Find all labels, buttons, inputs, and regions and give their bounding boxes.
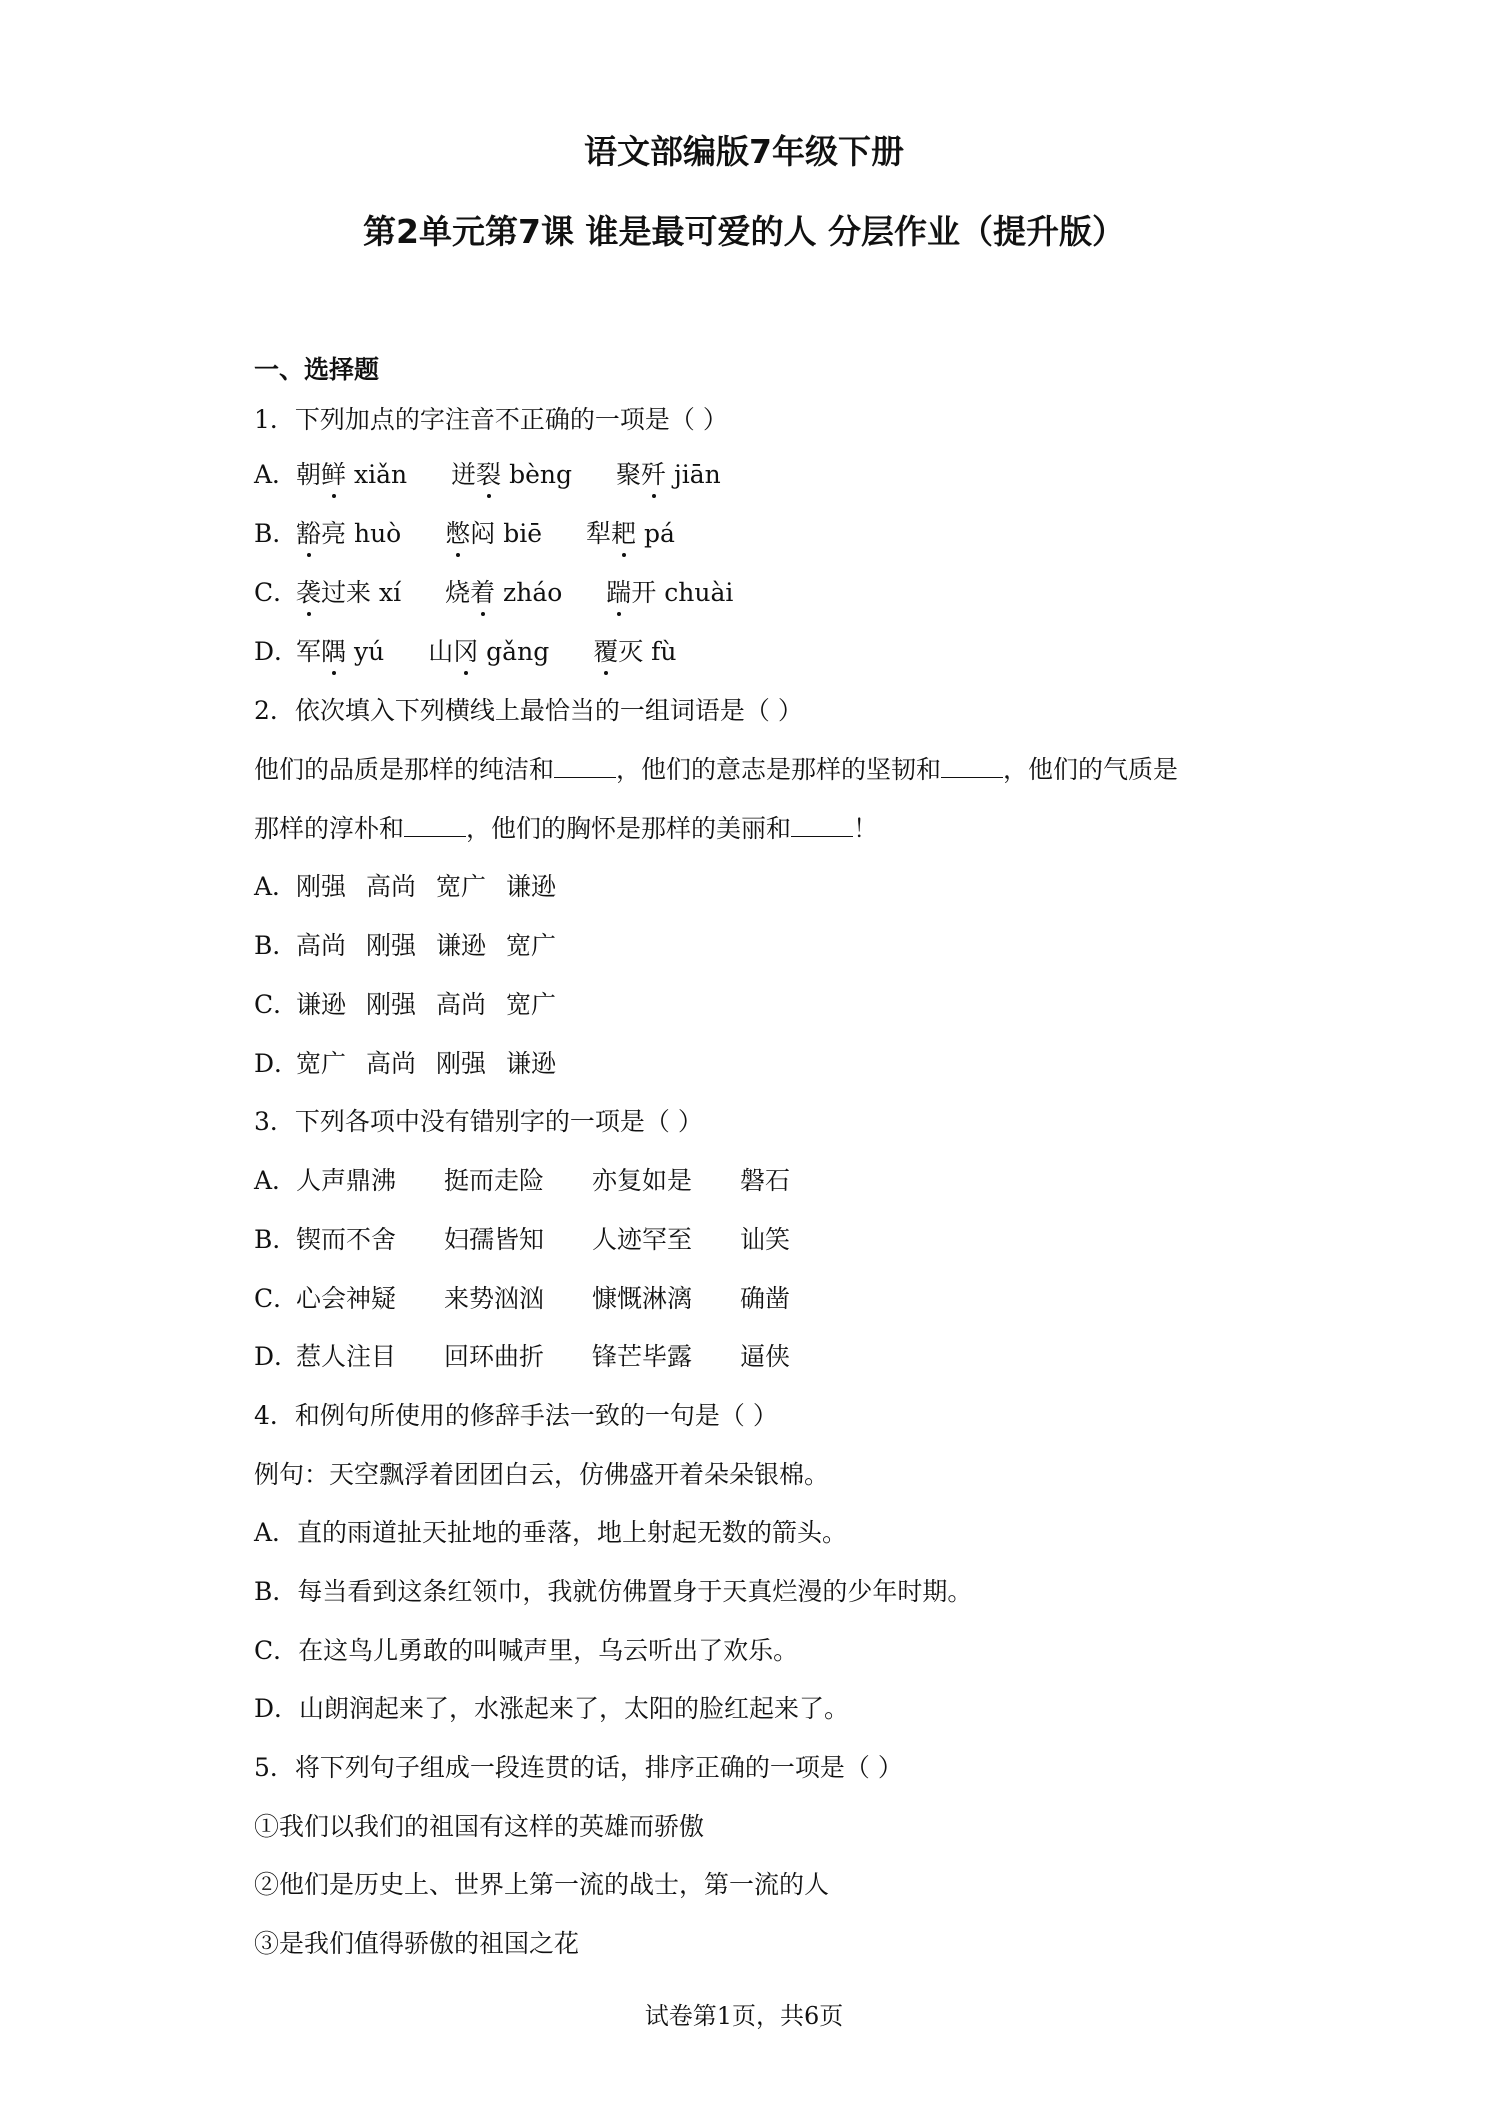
option-word: 谦逊 [506,872,557,901]
option-word: 惹人注目 [296,1342,397,1371]
option-label: A． [254,460,298,489]
section-heading: 一、选择题 [254,355,380,384]
option-word: 高尚 [366,872,417,901]
pinyin-item: 袭过来 xí [296,578,402,607]
pinyin-text: xí [371,578,402,607]
emphasis-dot-char: 憋 [445,519,471,548]
pinyin-text: yú [346,637,385,666]
option-label: D． [254,1049,300,1078]
option-word: 宽广 [436,872,487,901]
option-label: C． [254,1284,299,1313]
option-word: 谦逊 [506,1049,557,1078]
pinyin-text: biē [495,519,543,548]
question-5-sentence-3: ③是我们值得骄傲的祖国之花 [254,1929,580,1958]
pinyin-text: zháo [495,578,563,607]
emphasis-dot-char: 踹 [606,578,632,607]
emphasis-dot-char: 鲜 [321,460,347,489]
option-word: 宽广 [506,931,557,960]
question-3-option-d [254,1339,790,1375]
pinyin-text: pá [636,519,675,548]
question-4-option-a: A．直的雨道扯天扯地的垂落，地上射起无数的箭头。 [254,1518,848,1547]
question-2-option-d [254,1046,556,1082]
emphasis-dot-char: 歼 [641,460,667,489]
option-word: 刚强 [366,931,417,960]
option-word: 锋芒毕露 [592,1342,693,1371]
answer-blank [941,753,1003,778]
emphasis-dot-char: 豁 [296,519,322,548]
option-word: 高尚 [296,931,347,960]
pinyin-text: gǎng [478,637,550,666]
pinyin-item: 憋闷 biē [445,519,543,548]
option-word: 来势汹汹 [444,1284,545,1313]
question-3-option-c [254,1281,790,1317]
option-word: 心会神疑 [296,1284,397,1313]
question-2-text-line-2: 那样的淳朴和 ，他们的胸怀是那样的美丽和 ！ [254,814,879,843]
option-word: 人迹罕至 [592,1225,693,1254]
question-1-option-b [254,516,675,552]
question-3-stem: 3．下列各项中没有错别字的一项是（ ） [254,1107,703,1136]
emphasis-dot-char: 耙 [611,519,637,548]
option-word: 高尚 [366,1049,417,1078]
question-1-option-a [254,457,721,493]
option-word: 刚强 [366,990,417,1019]
document-subtitle: 第2单元第7课 谁是最可爱的人 分层作业（提升版） [363,212,1125,251]
option-word: 宽广 [296,1049,347,1078]
emphasis-dot-char: 覆 [593,637,619,666]
pinyin-item: 烧着 zháo [445,578,563,607]
option-label: C． [254,990,299,1019]
question-4-example: 例句：天空飘浮着团团白云，仿佛盛开着朵朵银棉。 [254,1460,830,1489]
option-word: 讪笑 [740,1225,791,1254]
pinyin-text: chuài [656,578,734,607]
option-word: 谦逊 [436,931,487,960]
question-5-sentence-2: ②他们是历史上、世界上第一流的战士，第一流的人 [254,1870,830,1899]
pinyin-item: 豁亮 huò [296,519,402,548]
pinyin-text: xiǎn [346,460,408,489]
option-label: A． [254,1166,298,1195]
option-word: 刚强 [296,872,347,901]
option-word: 妇孺皆知 [444,1225,545,1254]
question-5-stem: 5．将下列句子组成一段连贯的话，排序正确的一项是（ ） [254,1753,903,1782]
option-label: C． [254,578,299,607]
option-word: 高尚 [436,990,487,1019]
option-label: B． [254,519,298,548]
question-4-option-c: C．在这鸟儿勇敢的叫喊声里，乌云听出了欢乐。 [254,1636,799,1665]
page-footer: 试卷第1页，共6页 [644,2002,844,2030]
answer-blank [404,812,466,837]
pinyin-text: bèng [501,460,572,489]
option-word: 亦复如是 [592,1166,693,1195]
option-word: 确凿 [740,1284,791,1313]
option-word: 逼侠 [740,1342,791,1371]
answer-blank [554,753,616,778]
option-word: 人声鼎沸 [296,1166,397,1195]
option-word: 宽广 [506,990,557,1019]
option-label: D． [254,637,300,666]
emphasis-dot-char: 裂 [476,460,502,489]
question-5-sentence-1: ①我们以我们的祖国有这样的英雄而骄傲 [254,1812,705,1841]
emphasis-dot-char: 隅 [321,637,347,666]
question-1-option-c [254,575,733,611]
emphasis-dot-char: 着 [470,578,496,607]
emphasis-dot-char: 袭 [296,578,322,607]
emphasis-dot-char: 冈 [453,637,479,666]
option-word: 回环曲折 [444,1342,545,1371]
question-3-option-b [254,1222,790,1258]
option-word: 锲而不舍 [296,1225,397,1254]
question-2-option-c [254,987,556,1023]
option-label: D． [254,1342,300,1371]
option-word: 挺而走险 [444,1166,545,1195]
question-3-option-a [254,1163,790,1199]
option-word: 刚强 [436,1049,487,1078]
pinyin-item: 朝鲜 xiǎn [296,460,408,489]
option-word: 谦逊 [296,990,347,1019]
pinyin-text: huò [346,519,402,548]
option-word: 磐石 [740,1166,791,1195]
option-label: B． [254,1225,298,1254]
question-1-stem: 1．下列加点的字注音不正确的一项是（ ） [254,405,728,434]
option-word: 慷慨淋漓 [592,1284,693,1313]
pinyin-text: jiān [666,460,721,489]
pinyin-item: 迸裂 bèng [451,460,572,489]
answer-blank [791,812,853,837]
option-label: A． [254,872,298,901]
pinyin-item: 聚歼 jiān [615,460,721,489]
pinyin-item: 山冈 gǎng [428,637,550,666]
pinyin-item: 军隅 yú [296,637,385,666]
question-4-option-b: B．每当看到这条红领巾，我就仿佛置身于天真烂漫的少年时期。 [254,1577,973,1606]
option-label: B． [254,931,298,960]
question-2-option-b [254,928,556,964]
pinyin-item: 犁耙 pá [586,519,675,548]
question-2-stem: 2．依次填入下列横线上最恰当的一组词语是（ ） [254,696,803,725]
question-4-option-d: D．山朗润起来了，水涨起来了，太阳的脸红起来了。 [254,1694,850,1723]
pinyin-text: fù [643,637,677,666]
question-1-option-d [254,634,677,670]
question-2-text-line-1: 他们的品质是那样的纯洁和 ，他们的意志是那样的坚韧和 ，他们的气质是 [254,755,1179,784]
document-title: 语文部编版7年级下册 [584,132,904,171]
question-2-option-a [254,869,556,905]
pinyin-item: 覆灭 fù [593,637,677,666]
pinyin-item: 踹开 chuài [606,578,734,607]
question-4-stem: 4．和例句所使用的修辞手法一致的一句是（ ） [254,1401,778,1430]
